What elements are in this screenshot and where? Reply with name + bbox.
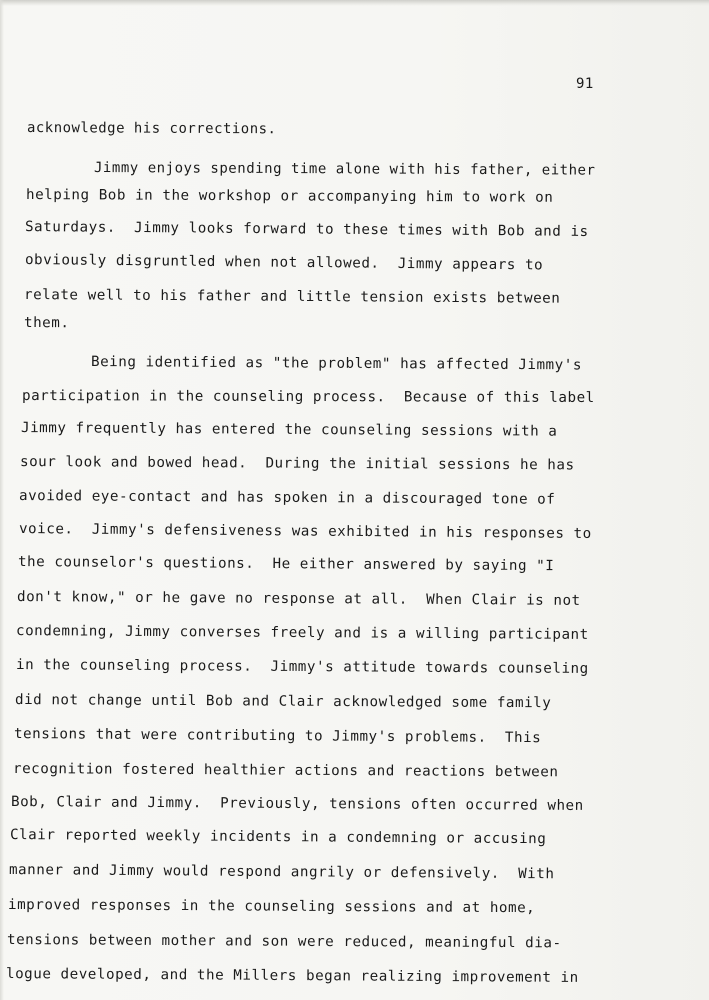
text-line: the counselor's questions. He either answered by saying "I: [17, 554, 555, 575]
text-line: manner and Jimmy would respond angrily or defensively. With: [8, 862, 555, 883]
text-line: Jimmy frequently has entered the counseling sessions with a: [20, 420, 558, 440]
text-line: tensions between mother and son were reduced, meaningful dia-: [6, 932, 562, 952]
text-line: Saturdays. Jimmy looks forward to these times with Bob and is: [24, 219, 589, 240]
text-line: logue developed, and the Millers began realizing improvement in: [5, 966, 579, 986]
text-line: obviously disgruntled when not allowed. Jimmy appears to: [24, 252, 544, 274]
text-line: avoided eye-contact and has spoken in a discouraged tone of: [18, 488, 556, 508]
text-line: relate well to his father and little tension exists between: [23, 287, 561, 307]
text-line: recognition fostered healthier actions and reactions between: [12, 761, 559, 781]
text-line: Clair reported weekly incidents in a condemning or accusing: [9, 827, 547, 848]
text-line: tensions that were contributing to Jimmy's problems. This: [13, 726, 542, 747]
text-line: participation in the counseling process. Because of this label: [21, 388, 595, 406]
text-line: did not change until Bob and Clair acknowledged some family: [14, 692, 552, 712]
text-line: condemning, Jimmy converses freely and is a willing participant: [15, 623, 589, 643]
page-number: 91: [576, 76, 594, 92]
text-line: helping Bob in the workshop or accompanying him to work on: [25, 187, 554, 206]
text-line: acknowledge his corrections.: [26, 120, 277, 138]
text-line: them.: [23, 315, 70, 332]
text-line: voice. Jimmy's defensiveness was exhibited in his responses to: [18, 521, 592, 542]
text-line: Bob, Clair and Jimmy. Previously, tensions often occurred when: [10, 794, 584, 814]
paragraph-start-line: Jimmy enjoys spending time alone with his father, either: [93, 160, 596, 179]
text-line: improved responses in the counseling sessions and at home,: [7, 897, 536, 917]
text-line: in the counseling process. Jimmy's attitude towards counseling: [15, 657, 589, 677]
paragraph-start-line: Being identified as "the problem" has affected Jimmy's: [90, 354, 582, 374]
text-line: don't know," or he gave no response at all. When Clair is not: [16, 589, 581, 609]
text-line: sour look and bowed head. During the initial sessions he has: [19, 454, 575, 474]
